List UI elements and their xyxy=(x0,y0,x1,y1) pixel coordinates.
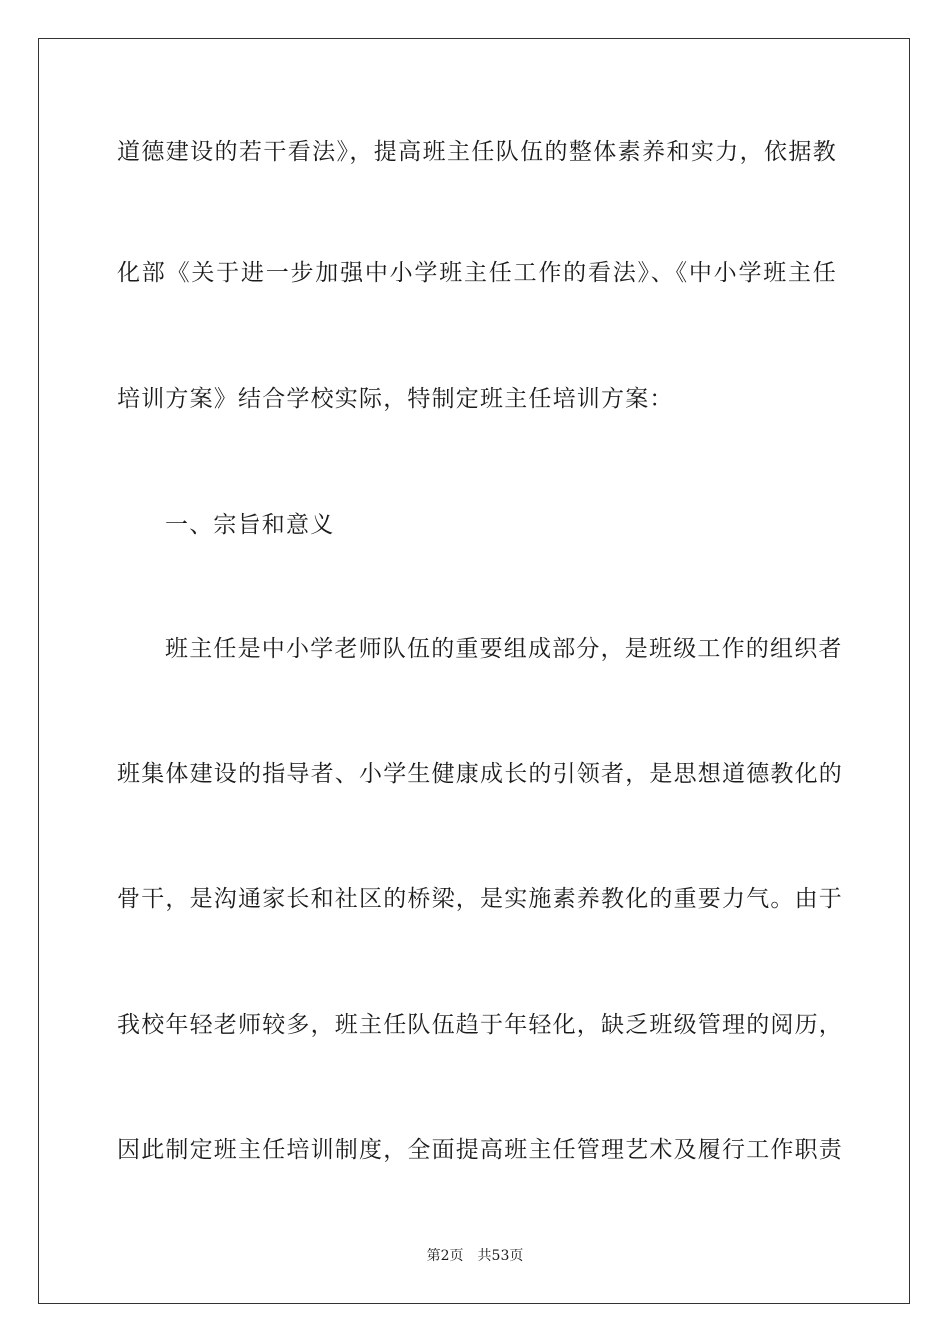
page-footer xyxy=(0,1247,950,1265)
text-line-1: 道德建设的若干看法》，提高班主任队伍的整体素养和实力，依据教 xyxy=(117,139,837,165)
text-line-6: 班集体建设的指导者、小学生健康成长的引领者，是思想道德教化的 xyxy=(117,761,843,787)
section-heading: 一、宗旨和意义 xyxy=(165,512,335,538)
page-number: 第2页 xyxy=(426,1248,464,1264)
text-line-2: 化部《关于进一步加强中小学班主任工作的看法》、《中小学班主任 xyxy=(117,260,837,286)
text-line-8: 我校年轻老师较多，班主任队伍趋于年轻化，缺乏班级管理的阅历， xyxy=(117,1012,843,1038)
text-line-5: 班主任是中小学老师队伍的重要组成部分，是班级工作的组织者 xyxy=(165,636,843,662)
text-line-9: 因此制定班主任培训制度，全面提高班主任管理艺术及履行工作职责 xyxy=(117,1137,843,1163)
page-total: 共53页 xyxy=(477,1248,524,1264)
text-line-3: 培训方案》结合学校实际，特制定班主任培训方案： xyxy=(117,386,674,412)
text-line-7: 骨干，是沟通家长和社区的桥梁，是实施素养教化的重要力气。由于 xyxy=(117,886,843,912)
page-border xyxy=(38,38,910,1304)
